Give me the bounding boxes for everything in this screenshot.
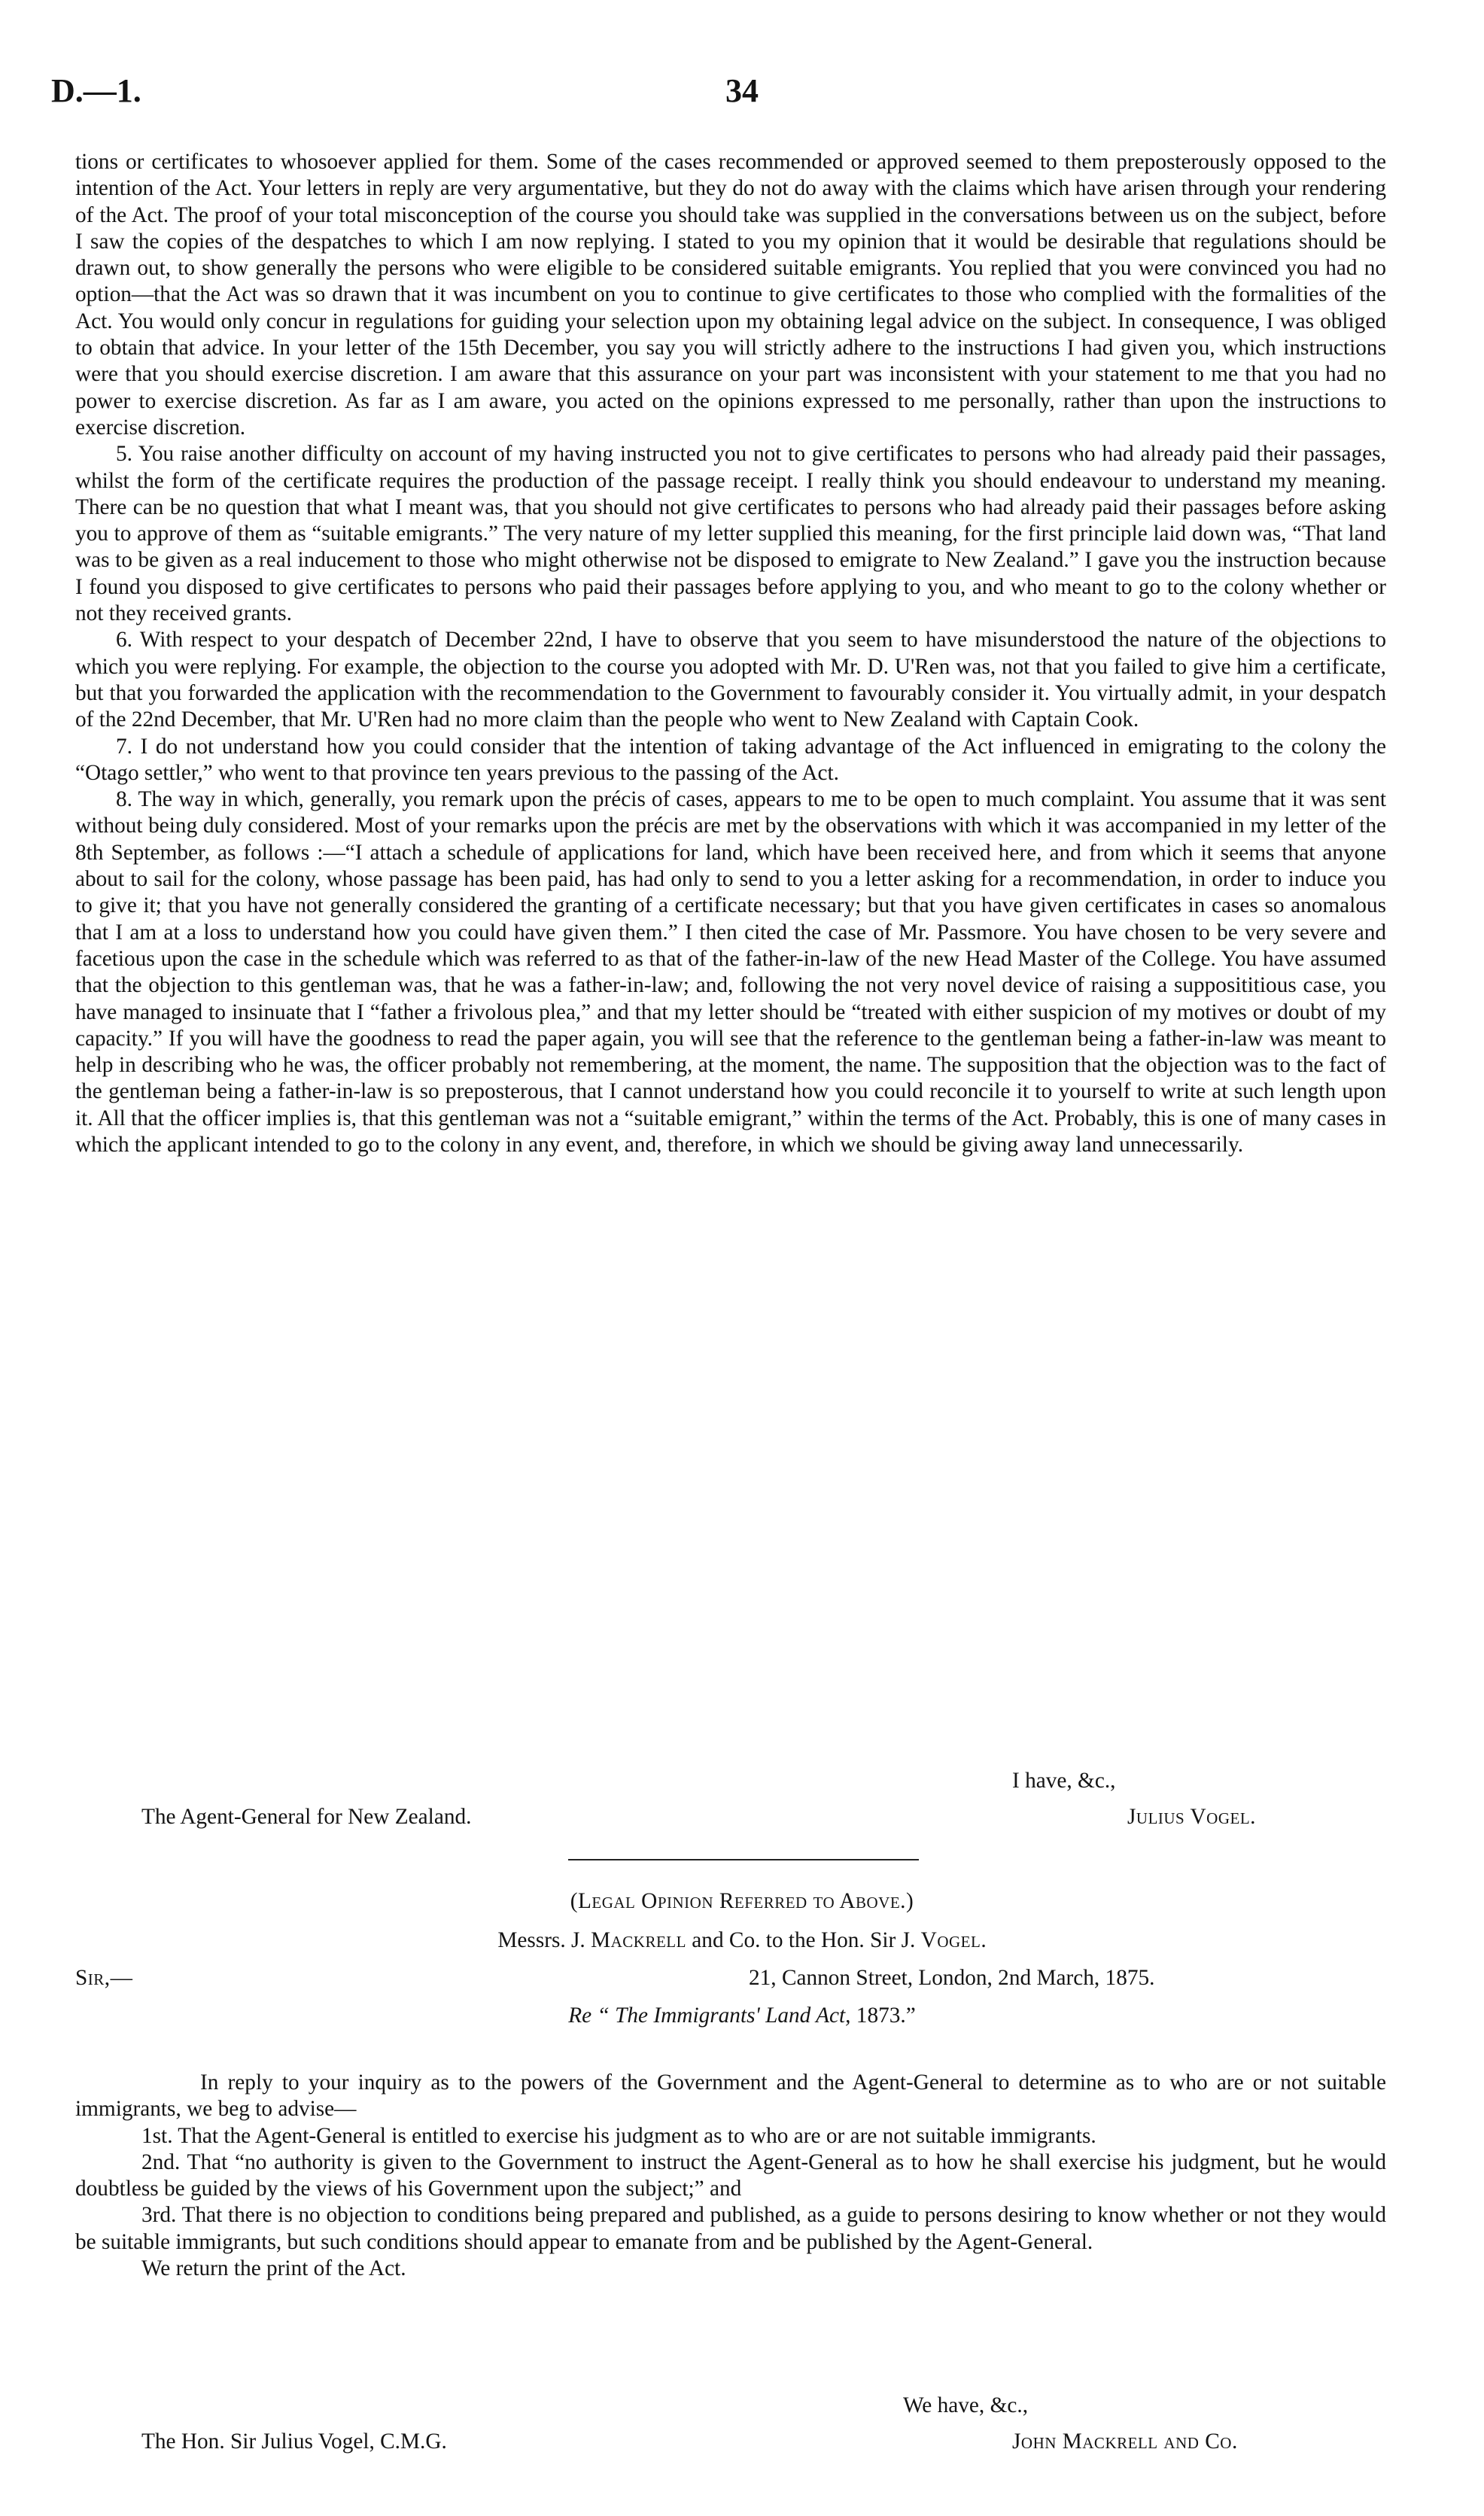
paragraph-5: 5. You raise another difficulty on account of my having instructed you not to give certificates to persons who had already paid their passages, whilst the form of the certificate requires the production of the passage receipt. I really think you should endeavour to understand my meaning. There can be no question that what I meant was, that you should not give certificates to persons who had already paid their passages before asking you to approve of them as “suitable emigrants.” The very nature of my letter supplied this meaning, for the first principle laid down was, “That land was to be given as a real inducement to those who might otherwise not be disposed to emigrate to New Zealand.” I gave you the instruction because I found you disposed to give certificates to persons who paid their passages before applying to you, and who meant to go to the colony whether or not they received grants.	[75, 442, 1386, 626]
legal-salutation: Sir,—	[75, 1966, 133, 1990]
recipient-name: Vogel	[920, 1928, 981, 1952]
paragraph-8: 8. The way in which, generally, you remark upon the précis of cases, appears to me to be open to much complaint. You assume that it was sent without being duly considered. Most of your remarks upon the précis are met by the observations with which it was accompanied in my letter of the 8th September, as follows :—“I attach a schedule of applications for land, which have been received here, and from which it seems that anyone about to sail for the colony, whose passage has been paid, has had only to send to you a letter asking for a recommendation, in order to induce you to give it; that you have not generally considered the granting of a certificate necessary; but that you have given certificates in cases so anomalous that I am at a loss to understand how you could have given them.” I then cited the case of Mr. Passmore. You have chosen to be very severe and facetious upon the case in the schedule which was referred to as that of the father-in-law of the new Head Master of the College. You have assumed that the objection to this gentleman was, that he was a father-in-law; and, following the not very novel device of raising a supposititious case, you have managed to insinuate that I “father a frivolous plea,” and that my letter should be “treated with either suspicion of my motives or doubt of my capacity.” If you will have the goodness to read the paper again, you will see that the reference to the gentleman being a father-in-law was meant to help in describing who he was, the officer probably not remembering, at the moment, the name. The supposition that the objection was to the fact of the gentleman being a father-in-law is so preposterous, that I cannot understand how you could reconcile it to yourself to write at such length upon it. All that the officer implies is, that this gentleman was not a “suitable emigrant,” within the terms of the Act. Probably, this is one of many cases in which the applicant intended to go to the colony in any event, and, therefore, in which we should be giving away land unnecessarily.	[75, 787, 1386, 1157]
letter-addressee: The Agent-General for New Zealand.	[141, 1805, 472, 1829]
legal-paragraph-1st: 1st. That the Agent-General is entitled to exercise his judgment as to who are or are not suitable immigrants.	[141, 2123, 1096, 2148]
firm-name: Mackrell	[591, 1928, 686, 1952]
document-code: D.—1.	[51, 72, 141, 109]
paragraph-7: 7. I do not understand how you could consider that the intention of taking advantage of the Act influenced in emigrating to the colony the “Otago settler,” who went to that province ten years previous to the passing of the Act.	[75, 734, 1386, 785]
legal-addressee: The Hon. Sir Julius Vogel, C.M.G.	[141, 2429, 447, 2454]
legal-body	[75, 2070, 1386, 2282]
paragraph-6: 6. With respect to your despatch of December 22nd, I have to observe that you seem to have misunderstood the nature of the objections to which you were replying. For example, the objection to the course you adopted with Mr. D. U'Ren was, not that you failed to give him a certificate, but that you forwarded the application with the recommendation to the Government to favourably consider it. You virtually admit, in your despatch of the 22nd December, that Mr. U'Ren had no more claim than the people who went to New Zealand with Captain Cook.	[75, 628, 1386, 732]
section-divider	[568, 1859, 919, 1860]
page-number: 34	[725, 72, 759, 109]
legal-paragraph-3rd: 3rd. That there is no objection to conditions being prepared and published, as a guide to persons desiring to know whether or not they would be suitable immigrants, but such conditions should appear to emanate from and be published by the Agent-General.	[75, 2203, 1386, 2254]
legal-paragraph-intro: In reply to your inquiry as to the powers of the Government and the Agent-General to determine as to who are or not suitable immigrants, we beg to advise—	[75, 2070, 1386, 2122]
legal-paragraph-return: We return the print of the Act.	[141, 2256, 406, 2281]
legal-closing: We have, &c.,	[903, 2393, 1029, 2417]
letter-body	[75, 149, 1386, 1158]
legal-address: 21, Cannon Street, London, 2nd March, 1875.	[749, 1966, 1155, 1990]
letter-closing: I have, &c.,	[1012, 1769, 1116, 1793]
legal-paragraph-2nd: 2nd. That “no authority is given to the Government to instruct the Agent-General as to how he shall exercise his judgment, but he would doubtless be guided by the views of his Government upon the subject;” and	[75, 2149, 1386, 2201]
legal-heading: (Legal Opinion Referred to Above.)	[570, 1889, 914, 1913]
legal-from-to: Messrs. J. Mackrell and Co. to the Hon. Sir J. Vogel.	[497, 1928, 987, 1952]
legal-re-line: Re “ The Immigrants' Land Act, 1873.”	[568, 2003, 916, 2028]
legal-signature: John Mackrell and Co.	[1012, 2429, 1238, 2454]
paragraph-continued: tions or certificates to whosoever applied for them. Some of the cases recommended or approved seemed to them preposterously opposed to the intention of the Act. Your letters in reply are very argumentative, but they do not do away with the claims which have arisen through your rendering of the Act. The proof of your total misconception of the course you should take was supplied in the conversations between us on the subject, before I saw the copies of the despatches to which I am now replying. I stated to you my opinion that it would be desirable that regulations should be drawn out, to show generally the persons who were eligible to be considered suitable emigrants. You replied that you were convinced you had no option—that the Act was so drawn that it was incumbent on you to continue to give certificates to those who complied with the formalities of the Act. You would only concur in regulations for guiding your selection upon my obtaining legal advice on the subject. In consequence, I was obliged to obtain that advice. In your letter of the 15th December, you say you will strictly adhere to the instructions I had given you, which instructions were that you should exercise discretion. I am aware that this assurance on your part was inconsistent with your statement to me that you had no power to exercise discretion. As far as I am aware, you acted on the opinions expressed to me personally, rather than upon the instructions to exercise discretion.	[75, 150, 1386, 440]
letter-signature: Julius Vogel.	[1127, 1805, 1256, 1829]
